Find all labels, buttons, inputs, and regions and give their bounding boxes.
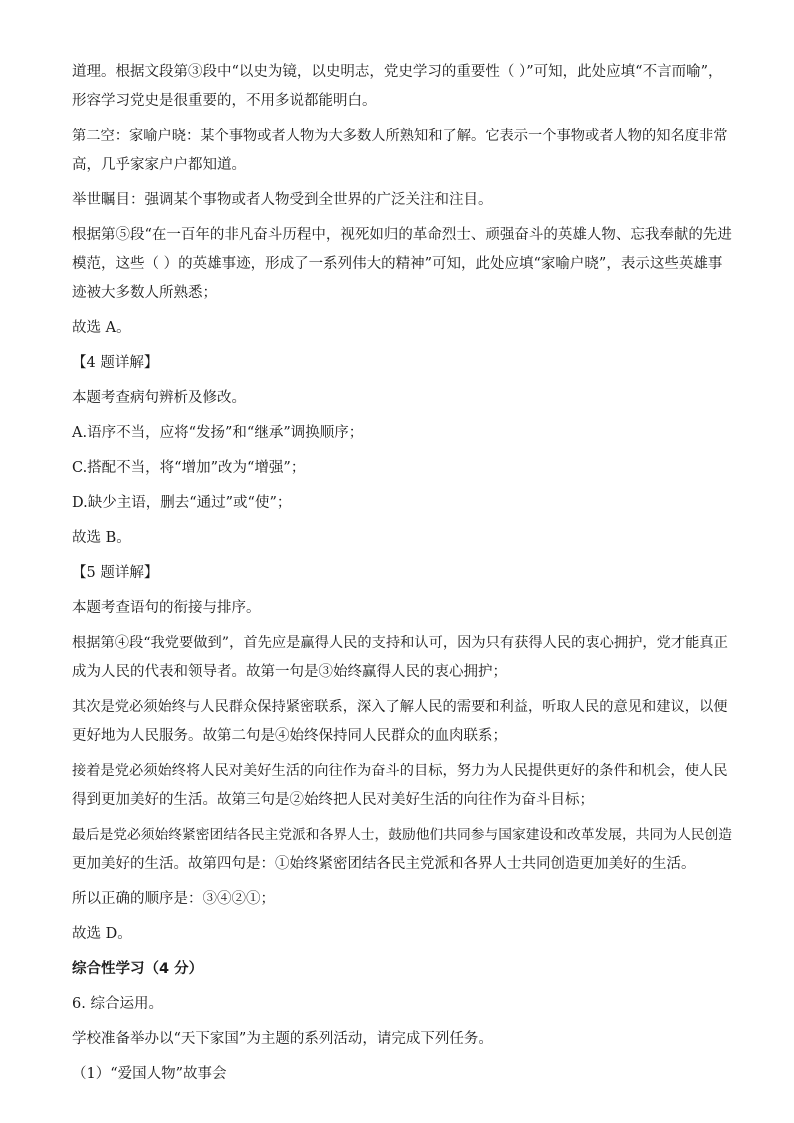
paragraph-line: 模范，这些（ ）的英雄事迹，形成了一系列伟大的精神”可知，此处应填“家喻户晓”，表示这些英雄事 bbox=[72, 256, 723, 272]
paragraph-line: 所以正确的顺序是：③④②①； bbox=[72, 891, 275, 907]
paragraph-line: 举世瞩目：强调某个事物或者人物受到全世界的广泛关注和注目。 bbox=[72, 192, 493, 208]
paragraph-line: 本题考查语句的衔接与排序。 bbox=[72, 600, 261, 616]
section-heading: 【5 题详解】 bbox=[72, 565, 159, 581]
document-body bbox=[72, 63, 732, 1100]
question-number: 6. 综合运用。 bbox=[72, 996, 163, 1012]
paragraph-line: 故选 D。 bbox=[72, 926, 132, 942]
paragraph-line: 得到更加美好的生活。故第三句是②始终把人民对美好生活的向往作为奋斗目标； bbox=[72, 792, 594, 808]
paragraph-line: 更好地为人民服务。故第二句是④始终保持同人民群众的血肉联系； bbox=[72, 728, 507, 744]
paragraph-line: 其次是党必须始终与人民群众保持紧密联系，深入了解人民的需要和利益，听取人民的意见和建议，以便 bbox=[72, 699, 728, 715]
paragraph-line: 道理。根据文段第③段中“以史为镜，以史明志，党史学习的重要性（ ）”可知，此处应填“不言而喻”， bbox=[72, 64, 723, 80]
paragraph-line: 根据第⑤段“在一百年的非凡奋斗历程中，视死如归的革命烈士、顽强奋斗的英雄人物、忘我奉献的先进 bbox=[72, 227, 732, 243]
paragraph-line: 学校准备举办以“天下家国”为主题的系列活动，请完成下列任务。 bbox=[72, 1031, 493, 1047]
paragraph-line: 第二空：家喻户晓：某个事物或者人物为大多数人所熟知和了解。它表示一个事物或者人物的知名度非常 bbox=[72, 128, 728, 144]
paragraph-line: 成为人民的代表和领导者。故第一句是③始终赢得人民的衷心拥护； bbox=[72, 664, 507, 680]
paragraph-line: 形容学习党史是很重要的，不用多说都能明白。 bbox=[72, 93, 377, 109]
paragraph-line: C.搭配不当，将“增加”改为“增强”； bbox=[72, 460, 306, 476]
paragraph-line: 迹被大多数人所熟悉； bbox=[72, 285, 217, 301]
paragraph-line: 故选 B。 bbox=[72, 530, 131, 546]
section-heading: 【4 题详解】 bbox=[72, 355, 159, 371]
paragraph-line: 高，几乎家家户户都知道。 bbox=[72, 157, 246, 173]
paragraph-line: 本题考查病句辨析及修改。 bbox=[72, 390, 246, 406]
paragraph-line: A.语序不当，应将“发扬”和“继承”调换顺序； bbox=[72, 425, 364, 441]
paragraph-line: D.缺少主语，删去“通过”或“使”； bbox=[72, 495, 292, 511]
paragraph-line: 根据第④段“我党要做到”，首先应是赢得人民的支持和认可，因为只有获得人民的衷心拥护，党才能真正 bbox=[72, 635, 728, 651]
task-item: （1）“爱国人物”故事会 bbox=[72, 1066, 227, 1082]
paragraph-line: 故选 A。 bbox=[72, 320, 131, 336]
paragraph-line: 最后是党必须始终紧密团结各民主党派和各界人士，鼓励他们共同参与国家建设和改革发展，共同为人民创造 bbox=[72, 827, 733, 843]
section-title: 综合性学习（4 分） bbox=[72, 961, 204, 977]
paragraph-line: 更加美好的生活。故第四句是：①始终紧密团结各民主党派和各界人士共同创造更加美好的生活。 bbox=[72, 856, 696, 872]
paragraph-line: 接着是党必须始终将人民对美好生活的向往作为奋斗的目标，努力为人民提供更好的条件和机会，使人民 bbox=[72, 763, 728, 779]
